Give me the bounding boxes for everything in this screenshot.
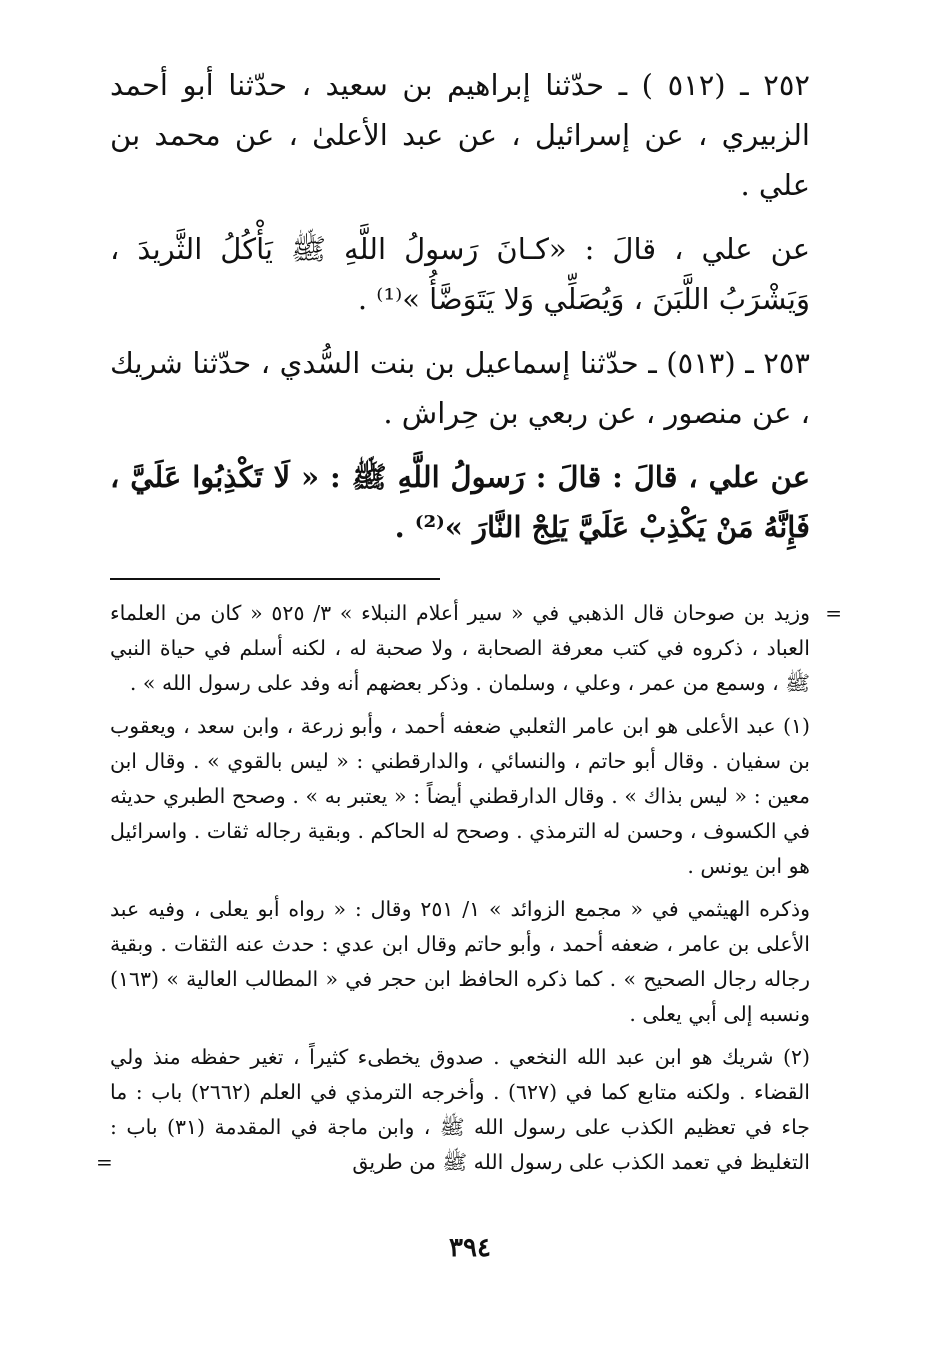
main-text	[110, 60, 810, 552]
hadith-252-matn: عن علي ، قالَ : «كـانَ رَسولُ اللَّهِ ﷺ يَأْكُلُ الثَّريدَ ، وَيَشْرَبُ اللَّبَنَ ، وَيُصَلِّي وَلا يَتَوَضَّأُ »⁽¹⁾ .	[110, 232, 810, 316]
footnote-1-extra: وذكره الهيثمي في « مجمع الزوائد » ١/ ٢٥١ وقال : « رواه أبو يعلى ، وفيه عبد الأعلى بن عامر ، ضعفه أحمد ، وأبو حاتم وقال ابن عدي : حدث عنه الثقات . وبقية رجاله رجال الصحيح » . كما ذكره الحافظ ابن حجر في « المطالب العالية » (١٦٣) ونسبه إلى أبي يعلى .	[110, 897, 810, 1026]
footnote-continued	[110, 596, 842, 701]
hadith-252-isnad: ٢٥٢ ـ (٥١٢ ) ـ حدّثنا إبراهيم بن سعيد ، حدّثنا أبو أحمد الزبيري ، عن إسرائيل ، عن عبد الأعلىٰ ، عن محمد بن علي .	[110, 68, 810, 202]
hadith-253-matn: عن علي ، قالَ : قالَ : رَسولُ اللَّهِ ﷺ : « لَا تَكْذِبُوا عَلَيَّ ، فَإِنَّهُ مَنْ يَكْذِبْ عَلَيَّ يَلِجْ النَّارَ »⁽²⁾ .	[110, 460, 810, 544]
footnote-2-text: (٢) شريك هو ابن عبد الله النخعي . صدوق يخطىء كثيراً ، تغير حفظه منذ ولي القضاء . ولكنه متابع كما في (٦٢٧) . وأخرجه الترمذي في العلم (٢٦٦٢) باب : ما جاء في تعظيم الكذب على رسول الله ﷺ ، وابن ماجة في المقدمة (٣١) باب : التغليظ في تعمد الكذب على رسول الله ﷺ من طريق	[110, 1045, 810, 1174]
page-number: ٣٩٤	[449, 1233, 491, 1263]
footnote-separator	[110, 578, 440, 580]
footnote-continued-text: وزيد بن صوحان قال الذهبي في « سير أعلام النبلاء » ٣/ ٥٢٥ « كان من العلماء العباد ، ذكروه في كتب معرفة الصحابة ، ولا صحبة له ، لكنه أسلم في حياة النبي ﷺ ، وسمع من عمر ، وعلي ، وسلمان . وذكر بعضهم أنه وفد على رسول الله » .	[110, 601, 810, 695]
continuation-mark-end: =	[96, 1150, 113, 1174]
hadith-253-isnad: ٢٥٣ ـ (٥١٣) ـ حدّثنا إسماعيل بن بنت السُّدي ، حدّثنا شريك ، عن منصور ، عن ربعي بن حِراش .	[110, 346, 810, 430]
continuation-mark: =	[825, 601, 842, 625]
footnote-separator-wrap	[110, 578, 810, 580]
footnotes	[96, 596, 842, 1180]
footnote-2	[96, 1040, 810, 1180]
footnote-1: (١) عبد الأعلى هو ابن عامر الثعلبي ضعفه أحمد ، وأبو زرعة ، وابن سعد ، ويعقوب بن سفيان . وقال أبو حاتم ، والنسائي ، والدارقطني : « ليس بالقوي » . وقال ابن معين : « ليس بذاك » . وقال الدارقطني أيضاً : « يعتبر به » . وصحح الطبري حديثه في الكسوف ، وحسن له الترمذي . وصحح له الحاكم . وبقية رجاله ثقات . واسرائيل هو ابن يونس .	[110, 714, 810, 878]
page-body	[96, 60, 842, 1180]
